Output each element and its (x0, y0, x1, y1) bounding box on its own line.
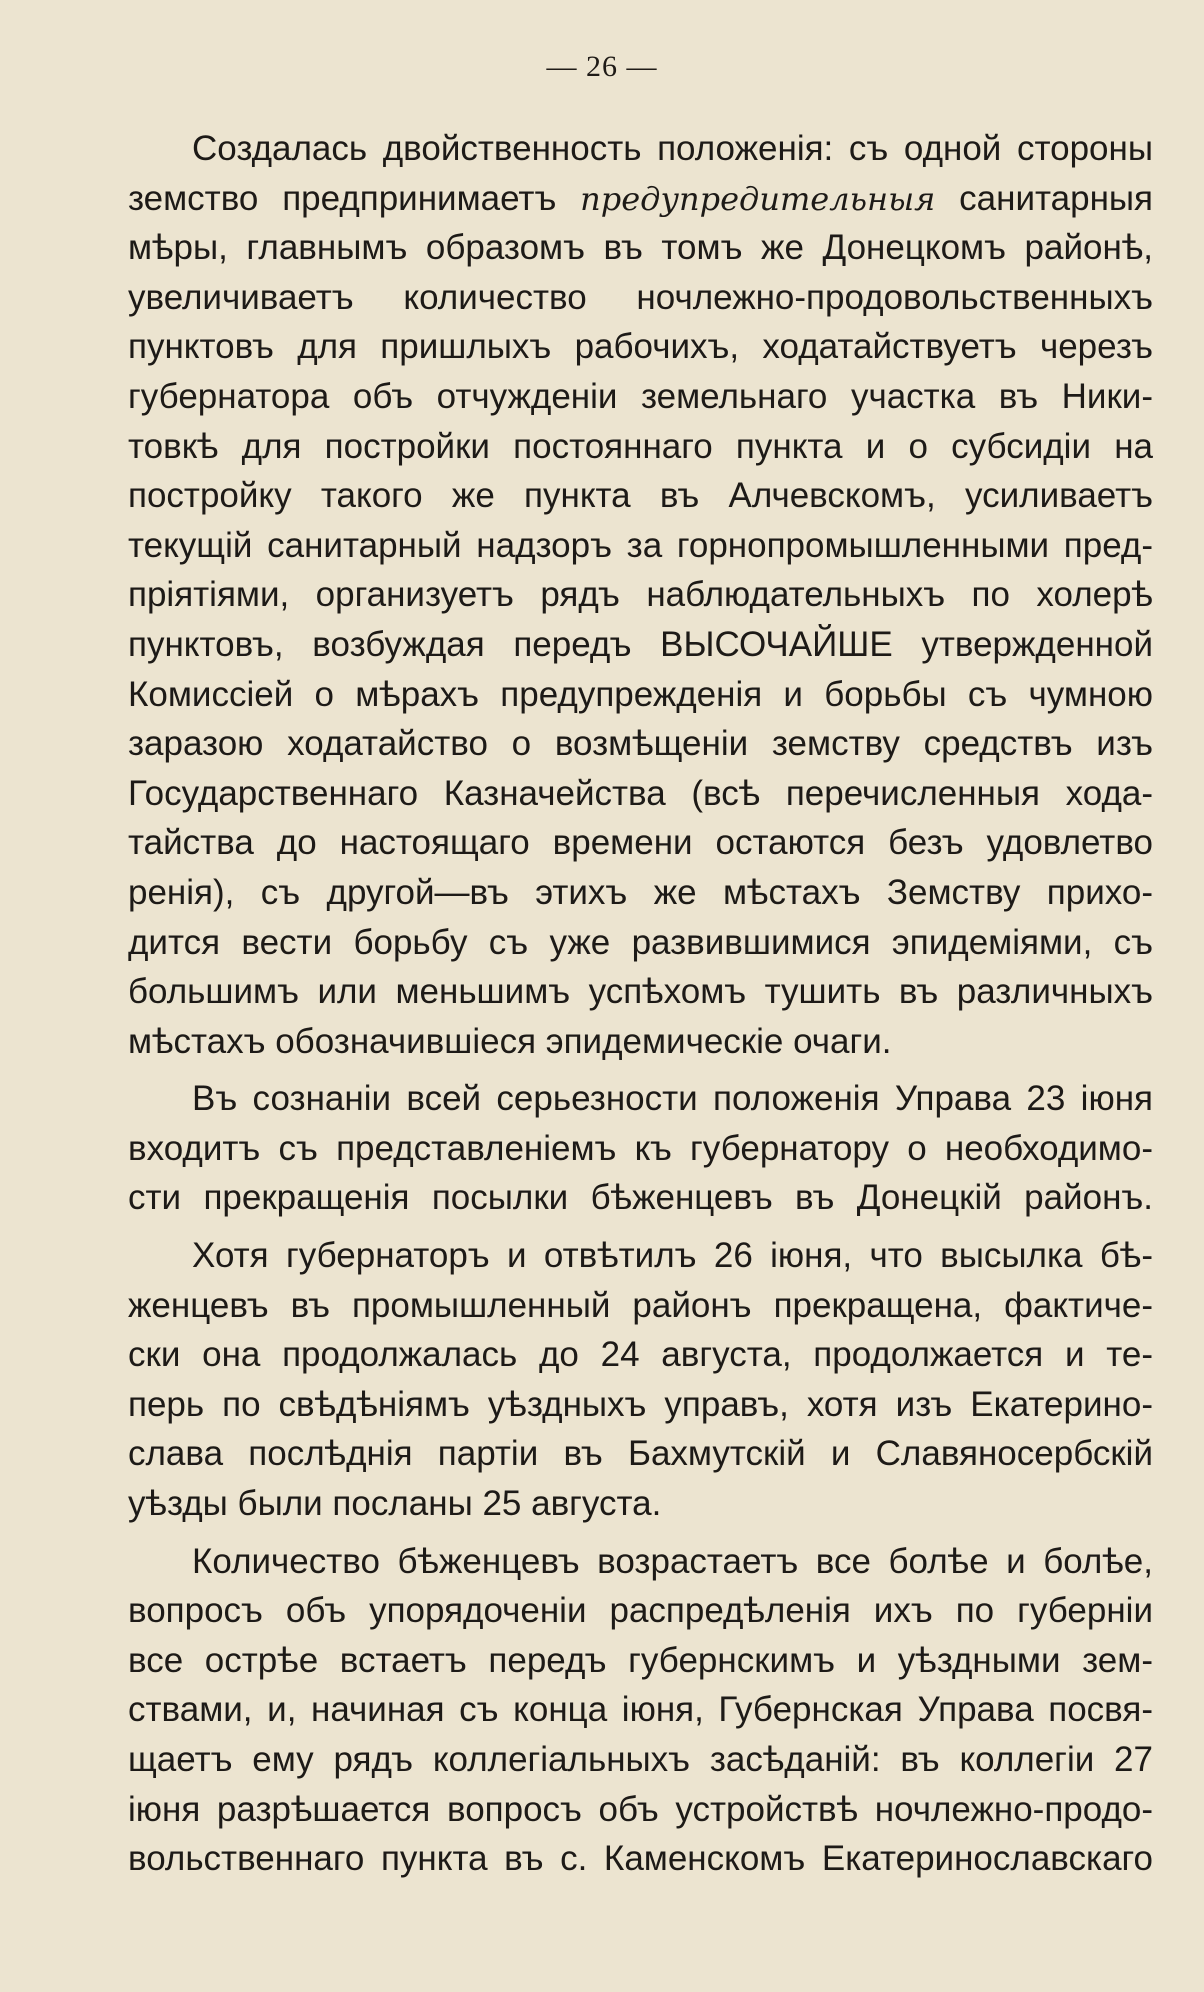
italic-emphasis: предупредительныя (580, 179, 936, 218)
text-line: пунктовъ, возбуждая передъ ВЫСОЧАЙШЕ утвержденной (128, 624, 1153, 664)
text-line: Комиссіей о мѣрахъ предупрежденія и борьбы съ чумною (128, 674, 1153, 714)
page-number: — 26 — (546, 50, 658, 83)
text-line: ствами, и, начиная съ конца іюня, Губернская Управа посвя- (128, 1690, 1153, 1730)
text-line: товкѣ для постройки постояннаго пункта и о субсидіи на (128, 426, 1153, 466)
body-text (128, 124, 1153, 1884)
text-line: пріятіями, организуетъ рядъ наблюдательныхъ по холерѣ (128, 575, 1153, 615)
text-line: постройку такого же пункта въ Алчевскомъ, усиливаетъ (128, 476, 1153, 516)
text-line: входитъ съ представленіемъ къ губернатору о необходимо- (128, 1128, 1153, 1168)
text-line: уѣзды были посланы 25 августа. (128, 1484, 662, 1524)
text-line: губернатора объ отчужденіи земельнаго участка въ Ники- (128, 376, 1153, 416)
text-fragment: земство (128, 178, 259, 218)
text-line: заразою ходатайство о возмѣщеніи земству средствъ изъ (128, 724, 1153, 764)
text-line: мѣры, главнымъ образомъ въ томъ же Донецкомъ районѣ, (128, 228, 1153, 268)
text-line: Государственнаго Казначейства (всѣ перечисленныя хода- (128, 773, 1153, 813)
text-line: перь по свѣдѣніямъ уѣздныхъ управъ, хотя изъ Екатерино- (128, 1384, 1153, 1424)
text-fragment: предпринимаетъ (282, 178, 557, 218)
text-line: слава послѣднія партіи въ Бахмутскій и Славяносербскій (128, 1434, 1153, 1474)
text-line: щаетъ ему рядъ коллегіальныхъ засѣданій: въ коллегіи 27 (128, 1740, 1153, 1779)
text-line: Хотя губернаторъ и отвѣтилъ 26 іюня, что высылка бѣ- (192, 1236, 1153, 1276)
text-line: тайства до настоящаго времени остаются безъ удовлетво (128, 823, 1153, 863)
text-line: Количество бѣженцевъ возрастаетъ все болѣе и болѣе, (192, 1541, 1153, 1581)
text-line: женцевъ въ промышленный районъ прекращена, фактиче- (128, 1285, 1153, 1325)
text-line: текущій санитарный надзоръ за горнопромышленными пред- (128, 525, 1153, 565)
text-line: большимъ или меньшимъ успѣхомъ тушить въ различныхъ (128, 972, 1153, 1012)
text-line: Въ сознаніи всей серьезности положенія Управа 23 іюня (192, 1079, 1153, 1119)
text-line: Создалась двойственность положенія: съ одной стороны (192, 129, 1153, 168)
text-line: вопросъ объ упорядоченіи распредѣленія ихъ по губерніи (128, 1591, 1153, 1631)
text-line: іюня разрѣшается вопросъ объ устройствѣ ночлежно-продо- (128, 1789, 1153, 1829)
text-line: пунктовъ для пришлыхъ рабочихъ, ходатайствуетъ черезъ (128, 327, 1153, 367)
text-line: сти прекращенія посылки бѣженцевъ въ Донецкій районъ. (128, 1178, 1153, 1218)
text-line: все острѣе встаетъ передъ губернскимъ и уѣздными зем- (128, 1640, 1153, 1680)
text-line: мѣстахъ обозначившіеся эпидемическіе очаги. (128, 1021, 892, 1061)
text-line (128, 174, 1153, 224)
text-fragment: санитарныя (959, 178, 1153, 218)
text-line: дится вести борьбу съ уже развившимися эпидеміями, съ (128, 922, 1153, 962)
text-line: увеличиваетъ количество ночлежно-продовольственныхъ (128, 277, 1153, 317)
text-line: вольственнаго пункта въ с. Каменскомъ Екатеринославскаго (128, 1839, 1153, 1879)
text-line: ренія), съ другой—въ этихъ же мѣстахъ Земству прихо- (128, 872, 1153, 912)
text-line: ски она продолжалась до 24 августа, продолжается и те- (128, 1335, 1153, 1375)
